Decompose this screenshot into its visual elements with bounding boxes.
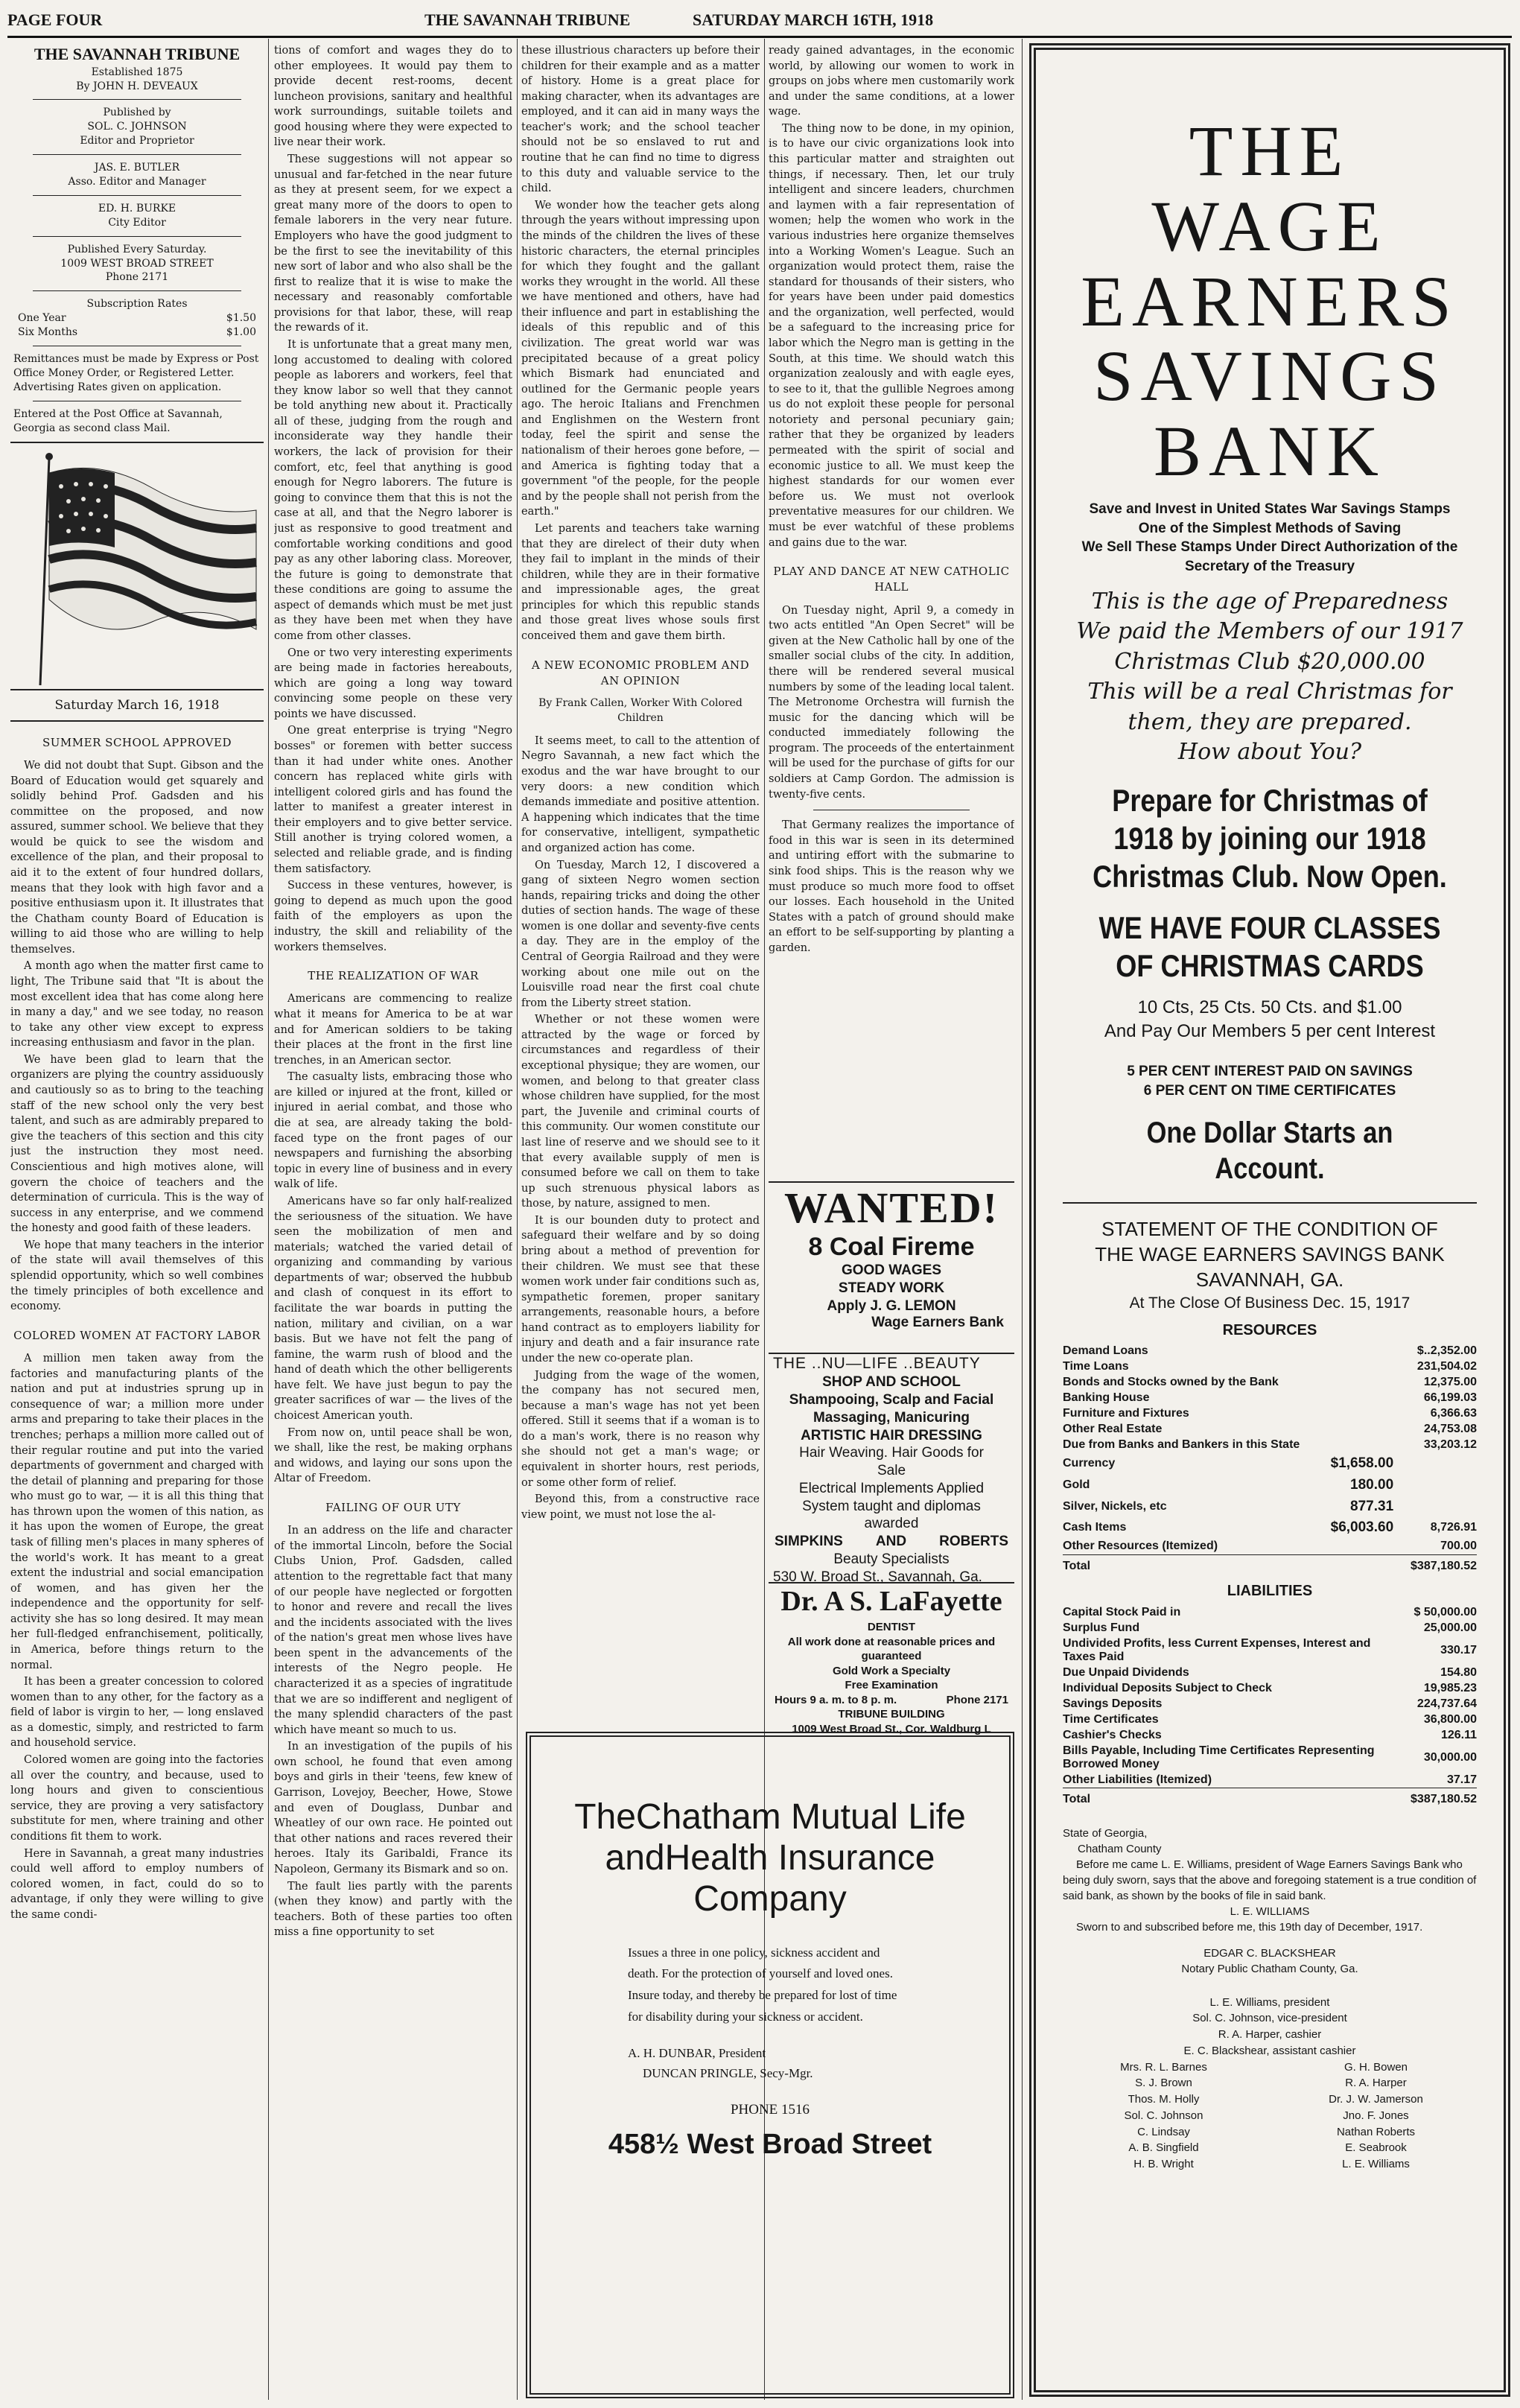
bank-christmas-cards: WE HAVE FOUR CLASSES OF CHRISTMAS CARDS: [1098, 910, 1441, 984]
bank-director: C. Lindsay: [1137, 2125, 1190, 2138]
paragraph: Whether or not these women were attracted by the wage or forced by circumstances and regardless of their exceptional physique; they are women, our women, and belong to that greater class whose children have supplied, for the most part, the Juvenile and criminal courts of this community. Our women constitute our last line of reserve and we should see to it that every available supply of men is consumed before we call on them to take up such strenuous physical labors as those, by nature, assigned to men.: [521, 1014, 760, 1210]
paragraph: One or two very interesting experiments are being made in factories hereabouts, which are going a long way toward convincing some people on these very points we have discussed.: [274, 647, 512, 720]
row-label: Surplus Fund: [1063, 1621, 1140, 1634]
row-subvalue: 180.00: [1350, 1477, 1394, 1493]
row-label: Time Certificates: [1063, 1712, 1159, 1726]
resources-table: [1063, 1344, 1477, 1574]
dateline: Saturday March 16, 1918: [10, 690, 264, 722]
row-subvalue: [1323, 1375, 1404, 1391]
paragraph: We did not doubt that Supt. Gibson and the Board of Education would get squarely and solidly behind Prof. Gadsden and his committee on the proposed, and now assured, summer school. We believe that they would be quick to see the wisdom and excellence of the plan, and their proposal to aid it to the extent of four hundred dollars, means that they look with high favor and a positive enthusiasm upon it. It illustrates that the Chatham county Board of Education is willing to aid those who are willing to help themselves.: [10, 759, 264, 956]
row-label: Cashier's Checks: [1063, 1728, 1162, 1741]
liability-row: [1063, 1696, 1477, 1712]
paragraph: From now on, until peace shall be won, we shall, like the rest, be making orphans and widows, and laying our sons upon the Altar of Freedom.: [274, 1426, 512, 1485]
bank-director: S. J. Brown: [1135, 2077, 1192, 2090]
resource-row: [1063, 1438, 1477, 1453]
row-value: 154.80: [1440, 1665, 1477, 1679]
resource-row: [1063, 1375, 1477, 1391]
dentist-line: 1009 West Broad St., Cor. Waldburg L: [792, 1722, 991, 1735]
liability-row: [1063, 1712, 1477, 1727]
beauty-line: SHOP AND SCHOOL: [822, 1374, 961, 1391]
row-label: Bills Payable, Including Time Certificates Representing Borrowed Money: [1063, 1744, 1375, 1770]
bank-director: Sol. C. Johnson: [1124, 2109, 1203, 2122]
cash-row: [1063, 1496, 1477, 1517]
paragraph: Judging from the wage of the women, the company has not secured men, because a man's wage has not yet been offered. Still it seems that if a woman is to do a man's work, there is no reason why she should not get a man's wage; or equivalent in shorter hours, rest periods, or some other form of relief.: [521, 1369, 760, 1489]
dentist-line: Free Examination: [845, 1679, 938, 1692]
row-label: Other Liabilities (Itemized): [1063, 1773, 1212, 1786]
beauty-line: Shampooing, Scalp and Facial: [789, 1392, 994, 1408]
row-subvalue: [1400, 1696, 1411, 1712]
row-label: Time Loans: [1063, 1360, 1129, 1373]
bank-one-dollar: One Dollar Starts an Account.: [1146, 1116, 1393, 1186]
row-value: [1404, 1496, 1477, 1517]
column-rule: [517, 39, 518, 2400]
row-subvalue: [1323, 1359, 1404, 1375]
bank-director: Nathan Roberts: [1336, 2125, 1416, 2138]
headline: A NEW ECONOMIC PROBLEM AND AN OPINION: [531, 658, 750, 687]
paragraph: In an address on the life and character of the immortal Lincoln, before the Social Clubs Union, Prof. Gadsden, called attention to the regrettable fact that many of our people have neglected or forgotten to honor and revere and recall the lives and the incidents associated with the lives of the nation's great men whose lives have been spent in the advancements of the interests of the Negro people. He characterized it as a species of ingratitude that we are so indifferent and negligent of the many splendid characters of the past which have meant so much to us.: [274, 1525, 512, 1736]
row-subvalue: [1400, 1620, 1411, 1636]
subscription-head: Subscription Rates: [86, 298, 188, 311]
liability-row: [1063, 1636, 1477, 1665]
row-value: [1404, 1475, 1477, 1496]
row-label: Capital Stock Paid in: [1063, 1605, 1181, 1618]
bank-director: E. Seabrook: [1345, 2141, 1407, 2155]
dentist-line: All work done at reasonable prices and guaranteed: [787, 1635, 996, 1663]
liabilities-heading: LIABILITIES: [1227, 1583, 1313, 1600]
column-2: [274, 43, 512, 2397]
row-subvalue: [1323, 1554, 1404, 1574]
row-subvalue: [1400, 1604, 1411, 1620]
paragraph: We wonder how the teacher gets along through the years without impressing upon the minds of the children the lives of these historic characters, the eternal principles for which they fought and the gallant works they wrought in the world. All these we have mentioned and others, have had their influence and part in establishing the ideals of this republic and of this civilization. The great world war was precipitated because of a great policy which Bismark had enunciated and outlined for the Germanic people years ago. The heroic Italians and Frenchmen and Englishmen on the Western front today, feel the spirit and sense the nationalism of their heroes gone before, — and America is fighting today that a government "of the people, for the people and by the people shall not perish from the earth.": [521, 199, 760, 518]
row-value: 700.00: [1440, 1540, 1477, 1553]
resource-row: [1063, 1539, 1477, 1555]
row-subvalue: $6,003.60: [1330, 1519, 1394, 1536]
bank-director: A. B. Singfield: [1128, 2141, 1199, 2155]
row-value: 12,375.00: [1423, 1376, 1477, 1389]
beauty-line: Sale: [877, 1463, 906, 1478]
row-subvalue: [1323, 1438, 1404, 1453]
dentist-line: Gold Work a Specialty: [832, 1664, 951, 1677]
bank-statement-title: STATEMENT OF THE CONDITION OF THE WAGE EARNERS SAVINGS BANK SAVANNAH, GA. At The Close Of Business Dec. 15, 1917: [1063, 1202, 1477, 1313]
chatham-address: 458½ West Broad Street: [608, 2128, 932, 2160]
bank-officer: L. E. Williams, president: [1209, 1995, 1330, 2009]
paragraph: these illustrious characters up before their children for their example and as a matter of history. Home is a great place for making character, when its advantages are employed, and it can aid in many ways the teacher's work; and the school teacher should not be so enslaved to rut and routine that he can find no time to digress to this duty and valuable service to the child.: [521, 45, 760, 195]
published-by: Published by: [103, 107, 171, 119]
liability-row: [1063, 1680, 1477, 1696]
row-value: 33,203.12: [1423, 1438, 1477, 1452]
bank-interest: 5 PER CENT INTEREST PAID ON SAVINGS 6 PER CENT ON TIME CERTIFICATES: [1127, 1063, 1413, 1099]
subscription-row: Six Months $1.00: [18, 326, 256, 339]
row-value: 330.17: [1440, 1643, 1477, 1656]
headline: FAILING OF OUR UTY: [325, 1500, 461, 1514]
bank-director: H. B. Wright: [1133, 2158, 1194, 2171]
row-subvalue: [1400, 1680, 1411, 1696]
row-label: Cash Items: [1063, 1521, 1127, 1534]
cash-row: [1063, 1475, 1477, 1496]
liabilities-total-row: [1063, 1788, 1477, 1808]
beauty-line: Hair Weaving. Hair Goods for: [799, 1445, 984, 1461]
row-label: Other Real Estate: [1063, 1423, 1163, 1436]
resource-row: [1063, 1406, 1477, 1422]
dentist-ad: [769, 1582, 1014, 1735]
resource-row: [1063, 1391, 1477, 1406]
bank-officers: [1063, 1995, 1477, 2173]
beauty-title: THE ..NU—LIFE ..BEAUTY: [773, 1355, 981, 1372]
row-value: 224,737.64: [1416, 1697, 1477, 1710]
masthead-address: 1009 WEST BROAD STREET: [60, 257, 214, 270]
headline: COLORED WOMEN AT FACTORY LABOR: [13, 1328, 261, 1342]
liability-row: [1063, 1743, 1477, 1772]
wanted-line: Apply J. G. LEMON: [827, 1297, 956, 1314]
remittance-note: Remittances must be made by Express or Post Office Money Order, or Registered Letter. Advertising Rates given on application.: [13, 353, 259, 393]
paragraph: The fault lies partly with the parents (when they know) and partly with the teachers. Both of these parties too often miss a fine opportunity to set: [274, 1880, 512, 1939]
beauty-line: Electrical Implements Applied: [798, 1480, 985, 1496]
dentist-name: Dr. A S. LaFayette: [780, 1586, 1002, 1617]
paragraph: In an investigation of the pupils of his own school, he found that even among boys and girls in their 'teens, few knew of Garrison, Lovejoy, Beecher, Howe, Stowe and even of Douglass, Dunbar and Wheatley of our own race. He pointed out that other nations and races revered their heroes. Italy its Garibaldi, France its Napoleon, Germany its Bismark and so on.: [274, 1741, 512, 1875]
row-value: [1404, 1453, 1477, 1475]
liability-row: [1063, 1665, 1477, 1680]
column-rule: [1022, 39, 1023, 2400]
chatham-phone: PHONE 1516: [730, 2101, 810, 2118]
business-name: JAS. E. BUTLER: [94, 162, 180, 174]
chatham-body: Issues a three in one policy, sickness accident and death. For the protection of yourself and loved ones. Insure today, and thereby be prepared for lost of time for disability during your sickness or accident.: [628, 1945, 897, 2024]
beauty-line: awarded: [864, 1516, 919, 1532]
affidavit: State of Georgia, Chatham County Before me came L. E. Williams, president of Wage Earners Savings Bank who being duly sworn, says that the above and foregoing statement is a true condition of said bank, as shown by the books of file in said bank. L. E. WILLIAMS Sworn to and subscribed before me, this 19th day of December, 1917. EDGAR C. BLACKSHEAR Notary Public Chatham County, Ga.: [1063, 1826, 1477, 1975]
american-flag-illustration: [10, 443, 264, 690]
row-label: Undivided Profits, less Current Expenses, Interest and Taxes Paid: [1063, 1636, 1371, 1663]
page-number: PAGE FOUR: [7, 10, 103, 29]
column-4: [769, 43, 1014, 1175]
row-subvalue: [1323, 1422, 1404, 1438]
wanted-title: WANTED!: [784, 1184, 999, 1232]
row-subvalue: [1400, 1636, 1411, 1665]
row-value: 6,366.63: [1430, 1407, 1477, 1420]
bank-title: THE WAGE EARNERS SAVINGS BANK: [1081, 111, 1459, 492]
paragraph: The thing now to be done, in my opinion, is to have our civic organizations look into this particular matter and straighten out things, if necessary. Then, let our truly intelligent and sincere leaders, churchmen and laymen with a fair representation of women; help the women who work in the various industries here organize themselves into a Working Women's League. Such an organization would protect them, raise the standard for thousands of their sisters, who for years have been under paid domestics and the organization, well perfected, would be a safeguard to the increasing price for labor which the Negro man is getting in the South, at this time. We should watch this organization zealously and with eagle eyes, to see to it, that the gullible Negroes among us do not exploit these people for personal notoriety and personal pecuniary gain; rather that they be organized by leaders permeated with the spirit of social and economic justice to all. We must keep the highest standards for our women ever before us. We must not overlook preventative measures for our children. We must be ever watchful of these problems and gains due to the war.: [769, 122, 1014, 549]
row-label: Individual Deposits Subject to Check: [1063, 1681, 1272, 1694]
paragraph: It seems meet, to call to the attention of Negro Savannah, a new fact which the exodus and the war have brought to our very doors: a new condition which demands immediate and positive attention. A happening which indicates that the time for conservative, intelligent, sympathetic and organized action has come.: [521, 734, 760, 854]
row-label: Gold: [1063, 1478, 1090, 1491]
published-every: Published Every Saturday.: [67, 243, 207, 255]
paragraph: A month ago when the matter first came to light, The Tribune said that "It is about the most excellent idea that has come along here in many a day," and we see today, no reason to take any other view except to express increasing enthusiasm and favor in the plan.: [10, 960, 264, 1049]
publisher-role: Editor and Proprietor: [80, 135, 194, 147]
bank-card-prices: 10 Cts, 25 Cts. 50 Cts. and $1.00 And Pay Our Members 5 per cent Interest: [1104, 997, 1436, 1042]
paragraph: Success in these ventures, however, is going to depend as much upon the good faith of the employers as upon the industry, the skill and reliability of the workers themselves.: [274, 880, 512, 953]
masthead-founder: By JOHN H. DEVEAUX: [76, 80, 198, 92]
bank-officer: E. C. Blackshear, assistant cashier: [1183, 2044, 1356, 2057]
paragraph: We have been glad to learn that the organizers are plying the country assiduously and cautiously so as to bring to the teaching staff of the new school only the very best talent, and such as are admirably prepared to give the teachers of this section and this city just the instruction they most need. Conscientious and high motives alone, will govern the choice of teachers and the determination of curricula. This is the way of success in any enterprise, and we commend the honesty and good faith of these leaders.: [10, 1053, 264, 1235]
bank-director: Dr. J. W. Jamerson: [1329, 2093, 1423, 2106]
row-value: $387,180.52: [1411, 1788, 1477, 1808]
dentist-line: DENTIST: [867, 1621, 916, 1634]
cash-row: [1063, 1453, 1477, 1475]
dentist-hours-row: Hours 9 a. m. to 8 p. m. Phone 2171: [775, 1693, 1008, 1706]
masthead-phone: Phone 2171: [105, 271, 169, 284]
headline: PLAY AND DANCE AT NEW CATHOLIC HALL: [773, 565, 1010, 594]
liability-row: [1063, 1727, 1477, 1743]
row-label: Due Unpaid Dividends: [1063, 1665, 1189, 1679]
bank-christmas-club: Prepare for Christmas of 1918 by joining our 1918 Christmas Club. Now Open.: [1093, 782, 1447, 895]
row-label: Furniture and Fixtures: [1063, 1407, 1189, 1420]
bank-director: G. H. Bowen: [1343, 2060, 1408, 2074]
row-subvalue: [1323, 1539, 1404, 1555]
beauty-line: Beauty Specialists: [833, 1551, 950, 1567]
row-subvalue: [1400, 1665, 1411, 1680]
beauty-names: SIMPKINS AND ROBERTS: [775, 1534, 1008, 1549]
row-value: 126.11: [1440, 1728, 1477, 1741]
row-value: 24,753.08: [1423, 1423, 1477, 1436]
row-subvalue: [1400, 1743, 1411, 1772]
bank-officer: Sol. C. Johnson, vice-president: [1192, 2012, 1347, 2025]
liabilities-table: [1063, 1604, 1477, 1808]
subscription-row: One Year $1.50: [18, 312, 256, 325]
row-subvalue: 877.31: [1350, 1498, 1394, 1514]
row-label: Savings Deposits: [1063, 1697, 1163, 1710]
headline: THE REALIZATION OF WAR: [308, 969, 479, 983]
paragraph: Beyond this, from a constructive race view point, we must not lose the al-: [521, 1493, 760, 1521]
paragraph: The casualty lists, embracing those who are killed or injured at the front, killed or injured in aerial combat, and those who die at sea, are already taking the bold-faced type on the front pages of our newspapers and furnishing the absorbing topic in every line of business and in every walk of life.: [274, 1071, 512, 1191]
row-subvalue: $1,658.00: [1330, 1455, 1394, 1472]
masthead-box: [10, 43, 264, 443]
column-3: [521, 43, 760, 1723]
paragraph: On Tuesday night, April 9, a comedy in two acts entitled "An Open Secret" will be given at the New Catholic hall by one of the smaller social clubs of the city. In addition, there will be rendered several musical numbers by some of the leading local talent. The Metronome Orchestra will furnish the music for the dancing which will be conducted immediately following the program. The proceeds of the entertainment will be used for the purchase of gifts for our soldiers at Camp Gordon. The admission is twenty-five cents.: [769, 604, 1014, 801]
header-date: SATURDAY MARCH 16TH, 1918: [693, 10, 934, 29]
row-subvalue: [1323, 1391, 1404, 1406]
headline: SUMMER SCHOOL APPROVED: [42, 735, 232, 749]
beauty-line: 530 W. Broad St., Savannah, Ga.: [773, 1569, 982, 1585]
row-value: 25,000.00: [1423, 1621, 1477, 1634]
row-label: Silver, Nickels, etc: [1063, 1499, 1167, 1513]
chatham-officers: A. H. DUNBAR, President DUNCAN PRINGLE, Secy-Mgr.: [628, 2046, 813, 2081]
masthead-established: Established 1875: [91, 66, 183, 78]
row-label: Total: [1063, 1554, 1323, 1574]
liability-row: [1063, 1772, 1477, 1788]
paragraph: It is our bounden duty to protect and safeguard their welfare and by so doing bring about a method of prevention for their children. We must see that these women work under fair conditions such as, sympathetic foremen, proper sanitary arrangements, reasonable hours, a before hand contract as to employers liability for injury and death and a fair insurance rate under the new co-operate plan.: [521, 1214, 760, 1365]
row-subvalue: [1400, 1712, 1411, 1727]
row-value: $387,180.52: [1404, 1554, 1477, 1574]
beauty-shop-ad: [769, 1353, 1014, 1585]
paragraph: That Germany realizes the importance of food in this war is seen in its determined and untiring effort with the submarine to sink food ships. This is the reason why we must produce so much more food to offset our losses. Each household in the United States with a patch of ground should make an effort to be self-supporting by planting a garden.: [769, 819, 1014, 954]
city-editor-name: ED. H. BURKE: [98, 202, 177, 215]
resource-row: [1063, 1344, 1477, 1359]
column-1: [10, 43, 264, 2397]
row-label: Demand Loans: [1063, 1344, 1148, 1358]
publisher-name: SOL. C. JOHNSON: [87, 121, 187, 133]
bank-war-stamps: Save and Invest in United States War Savings Stamps One of the Simplest Methods of Saving We Sell These Stamps Under Direct Authorization of the Secretary of the Treasury: [1081, 501, 1458, 574]
paragraph: Colored women are going into the factories all over the country, and because, used to long hours and given to conscientious service, they are proving a very satisfactory substitute for men, where training and other conditions fit them to work.: [10, 1754, 264, 1843]
bank-director: R. A. Harper: [1345, 2077, 1407, 2090]
wanted-line: 8 Coal Fireme: [808, 1233, 975, 1261]
paragraph: ready gained advantages, in the economic world, by allowing our women to work in groups on jobs where men customarily work and under the same conditions, at a lower wage.: [769, 45, 1014, 118]
wanted-line: STEADY WORK: [838, 1280, 945, 1296]
beauty-line: ARTISTIC HAIR DRESSING: [801, 1427, 982, 1443]
paragraph: On Tuesday, March 12, I discovered a gang of sixteen Negro women section hands, repairing tricks and doing the other duties of section hands. The wage of these women is one dollar and seventy-five cents a day. They are in the employ of the Central of Georgia Railroad and they were working about one mile out on the Louisville road near the first coal chute from the Liberty street station.: [521, 859, 760, 1009]
paragraph: It is unfortunate that a great many men, long accustomed to dealing with colored people as laborers and workers, feel that they know labor so well that they cannot be told anything new about it. Practically all of these, judging from the rough and inconsiderate way they handle their workers, the lack of provision for their comfort, etc, feel that anything is good enough for Negro laborers. The future is going to convince them that this is not the case at all, and that the Negro laborer is just as responsive to good treatment and comfortable working conditions and good pay as any other laboring class. Moreover, the future is going to demonstrate that these conditions are going to assume the aspect of demands which must be met just as they have been met when they have come from other classes.: [274, 338, 512, 642]
paragraph: Here in Savannah, a great many industries could well afford to employ numbers of colored women, in fact, could do so to advantage, if only they were willing to give the same condi-: [10, 1847, 264, 1921]
page-header: [7, 6, 1512, 38]
bank-preparedness: This is the age of Preparedness We paid the Members of our 1917 Christmas Club $20,000.00 This will be a real Christmas for them, they are prepared. How about You?: [1076, 588, 1463, 766]
row-label: Currency: [1063, 1457, 1116, 1470]
paragraph: One great enterprise is trying "Negro bosses" or foremen with better success than it had under white ones. Another concern has replaced white girls with intelligent colored girls and has found the latter to manifest a greater interest in their employers and to give better service. Still another is trying colored women, a selected and reliable grade, and is finding them satisfactory.: [274, 725, 512, 875]
bank-director: L. E. Williams: [1342, 2158, 1410, 2171]
masthead-name: THE SAVANNAH TRIBUNE: [34, 45, 241, 63]
row-value: $..2,352.00: [1416, 1344, 1477, 1358]
row-value: 36,800.00: [1423, 1712, 1477, 1726]
row-subvalue: [1323, 1344, 1404, 1359]
paragraph: tions of comfort and wages they do to other employees. It would pay them to provide decent rest-rooms, decent luncheon provisions, sanitary and healthful work surroundings, suitable toilets and good housing where they were expected to live near their work.: [274, 45, 512, 149]
beauty-line: Massaging, Manicuring: [813, 1409, 970, 1426]
byline: By Frank Callen, Worker With Colored Children: [538, 697, 742, 725]
row-subvalue: [1400, 1772, 1411, 1788]
row-label: Total: [1063, 1788, 1400, 1808]
wage-earners-bank-ad: [1029, 43, 1510, 2397]
resources-total-row: [1063, 1554, 1477, 1574]
city-editor-role: City Editor: [108, 216, 166, 229]
paragraph: We hope that many teachers in the interior of the state will avail themselves of this splendid opportunity, which so well combines the timely principles of both excellence and economy.: [10, 1239, 264, 1313]
wanted-ad: [769, 1181, 1014, 1347]
cash-row: [1063, 1517, 1477, 1539]
wanted-line: GOOD WAGES: [841, 1262, 942, 1278]
paragraph: Americans have so far only half-realized the seriousness of the situation. We have seen the mobilization of men and materials; watched the varied detail of organizing and commanding by various departments of war; observed the hubbub and clash of conquest in its effort to facilitate the war boards in putting the nation, military and civilian, on a war basis. But we have not felt the pang of famine, the warm rush of blood and the hand of death which the other belligerents have felt. We have just begun to pay the greater sacrifices of war — the lives of the choicest American youth.: [274, 1195, 512, 1423]
resource-row: [1063, 1422, 1477, 1438]
paragraph: Let parents and teachers take warning that they are direlect of their duty when they fail to implant in the minds of their children, while they are in their formative and impressionable ages, the great principles for which this republic stands and those great lives whose souls first conceived them and gave them birth.: [521, 522, 760, 642]
paragraph: Americans are commencing to realize what it means for America to be at war and for American soldiers to be taking their places at the front in the first line trenches, in an American sector.: [274, 993, 512, 1067]
paragraph: These suggestions will not appear so unusual and far-fetched in the near future as they at present seem, for we expect a great many more of the doors to open to female laborers in the very near future. Employers who have the good judgment to be the first to see the inevitability of this new sort of labor and who also shall be the first to realize that it is wise to make the necessary and reasonably comfortable provisions for that labor, these, will reap the rewards of it.: [274, 153, 512, 334]
dentist-line: TRIBUNE BUILDING: [838, 1708, 945, 1721]
liability-row: [1063, 1620, 1477, 1636]
row-subvalue: [1323, 1406, 1404, 1422]
liability-row: [1063, 1604, 1477, 1620]
header-masthead: THE SAVANNAH TRIBUNE: [424, 10, 631, 29]
entered-note: Entered at the Post Office at Savannah, Georgia as second class Mail.: [13, 407, 223, 434]
chatham-title: TheChatham Mutual Life andHealth Insurance Company: [574, 1797, 966, 1919]
row-label: Other Resources (Itemized): [1063, 1540, 1218, 1553]
paragraph: A million men taken away from the factories and manufacturing plants of the nation and put at industries sprung up in consequence of war; a million more under arms and preparing to take their places in the trenches; perhaps a million more called out of their regular routine and put into the varied departments of government and charged with the detail of planning and preparing for those who must go to war, — it is all this thing that has thrown upon the women of this nation, as it has upon the women of Europe, the great task of filling men's places in many spheres of the world's work. It has meant to a great extent the industrial and social emancipation of women, and has given her the independence and the opportunity for self-activity she has so long desired. It may mean her full-fledged enfranchisement, politically, in America, before things return to the normal.: [10, 1353, 264, 1671]
business-role: Asso. Editor and Manager: [68, 176, 206, 188]
row-subvalue: [1400, 1788, 1411, 1808]
resources-heading: RESOURCES: [1222, 1321, 1317, 1338]
row-label: Banking House: [1063, 1391, 1150, 1405]
row-value: 37.17: [1446, 1773, 1477, 1786]
paragraph: It has been a greater concession to colored women than to any other, for the factory as a field of labor is virgin to her, — long enslaved as a domestic, simply, and restricted to farm and household service.: [10, 1676, 264, 1750]
chatham-insurance-ad: [526, 1732, 1014, 2398]
bank-officer: R. A. Harper, cashier: [1218, 2028, 1322, 2042]
bank-director: Jno. F. Jones: [1343, 2109, 1409, 2122]
row-value: 231,504.02: [1416, 1360, 1477, 1373]
row-value: 66,199.03: [1423, 1391, 1477, 1405]
row-value: 8,726.91: [1430, 1521, 1477, 1534]
beauty-line: System taught and diplomas: [802, 1498, 981, 1514]
column-rule: [268, 39, 269, 2400]
row-value: 30,000.00: [1423, 1750, 1477, 1764]
wanted-line: Wage Earners Bank: [871, 1315, 1004, 1331]
bank-director: Thos. M. Holly: [1128, 2093, 1200, 2106]
resource-row: [1063, 1359, 1477, 1375]
row-label: Bonds and Stocks owned by the Bank: [1063, 1376, 1279, 1389]
row-subvalue: [1400, 1727, 1411, 1743]
row-label: Due from Banks and Bankers in this State: [1063, 1438, 1300, 1452]
bank-director: Mrs. R. L. Barnes: [1120, 2060, 1207, 2074]
row-value: $ 50,000.00: [1414, 1605, 1477, 1618]
row-value: 19,985.23: [1423, 1681, 1477, 1694]
